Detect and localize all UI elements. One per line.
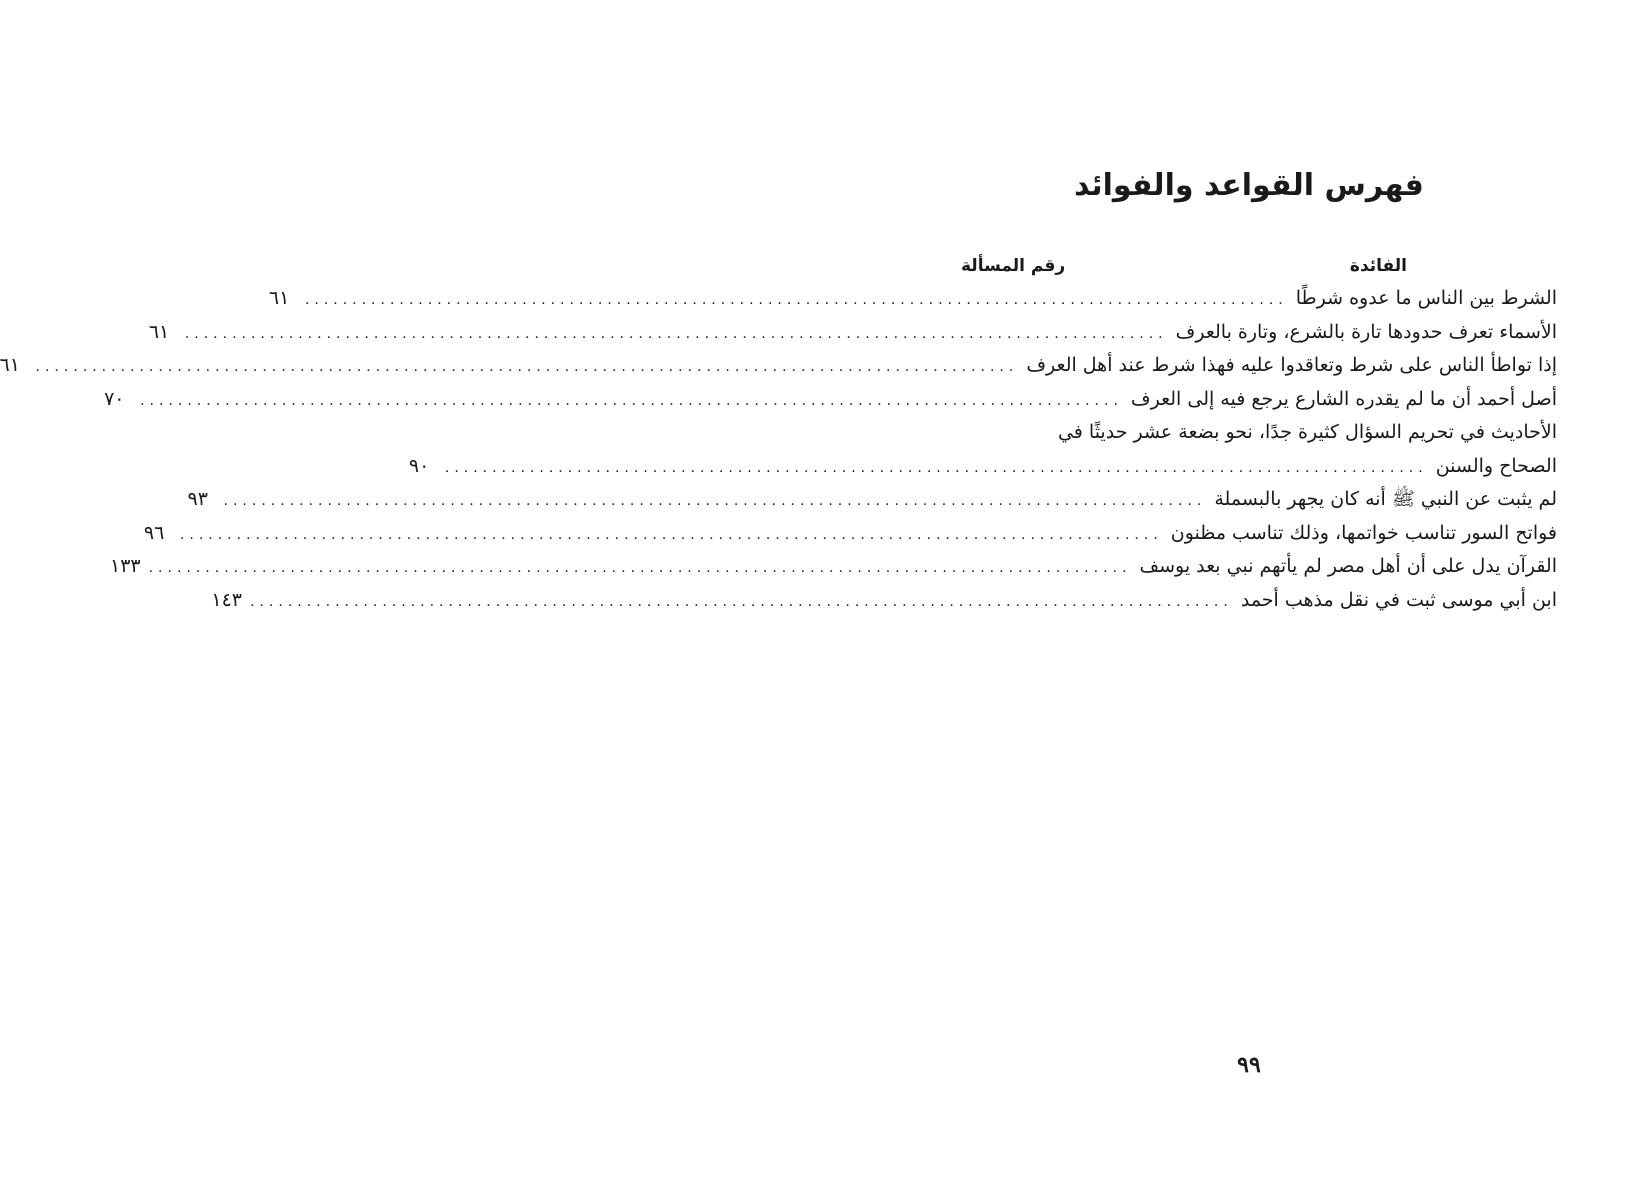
entry-number: ٩٠ bbox=[408, 454, 430, 477]
leader-dots: ........................................................................................................ bbox=[184, 325, 1168, 342]
header-issue-number: رقم المسألة bbox=[961, 256, 1066, 276]
page-number: ٩٩ bbox=[1237, 1052, 1261, 1078]
index-entry-3 bbox=[0, 349, 1557, 383]
entry-text: لم يثبت عن النبي ﷺ أنه كان يجهر بالبسملة bbox=[1214, 488, 1557, 510]
entry-number: ٦١ bbox=[268, 287, 290, 309]
index-table bbox=[0, 248, 1557, 617]
entry-text: الشرط بين الناس ما عدوه شرطًا bbox=[1295, 287, 1557, 309]
index-entry-8 bbox=[109, 550, 1557, 584]
leader-dots: ........................................................................................................ bbox=[140, 392, 1123, 409]
entry-text: فواتح السور تناسب خواتمها، وذلك تناسب مظنون bbox=[1170, 521, 1557, 544]
index-entry-9 bbox=[211, 584, 1557, 618]
entry-number: ٦١ bbox=[148, 320, 170, 343]
index-entry-6 bbox=[187, 483, 1557, 517]
header-benefit: الفائدة bbox=[1349, 256, 1407, 276]
index-entry-2 bbox=[148, 316, 1557, 350]
entry-number: ٩٣ bbox=[187, 488, 208, 510]
entry-text: ابن أبي موسى ثبت في نقل مذهب أحمد bbox=[1240, 588, 1557, 611]
entry-text: أصل أحمد أن ما لم يقدره الشارع يرجع فيه إلى العرف bbox=[1130, 387, 1557, 410]
entry-number: ٦١ bbox=[0, 354, 20, 376]
leader-dots: ........................................................................................................ bbox=[223, 493, 1207, 509]
index-entry-5-line-1: الأحاديث في تحريم السؤال كثيرة جدًا، نحو بضعة عشر حديثًا في bbox=[1057, 421, 1557, 443]
entry-text: الأسماء تعرف حدودها تارة بالشرع، وتارة بالعرف bbox=[1175, 320, 1557, 343]
page-title: فهرس القواعد والفوائد bbox=[1074, 168, 1424, 203]
leader-dots: ........................................................................................................ bbox=[444, 459, 1428, 476]
index-entry-5 bbox=[408, 450, 1557, 484]
index-entry-4 bbox=[104, 383, 1557, 417]
leader-dots: ........................................................................................................ bbox=[304, 292, 1288, 308]
index-entry-7 bbox=[143, 517, 1557, 551]
entry-number: ٧٠ bbox=[104, 387, 125, 410]
entry-text: إذا تواطأ الناس على شرط وتعاقدوا عليه فهذا شرط عند أهل العرف bbox=[1026, 354, 1557, 376]
entry-number: ١٤٣ bbox=[211, 588, 243, 611]
entry-text: الصحاح والسنن bbox=[1435, 454, 1557, 477]
leader-dots: ........................................................................................................ bbox=[35, 359, 1019, 375]
table-header bbox=[961, 248, 1557, 282]
entry-text: القرآن يدل على أن أهل مصر لم يأتهم نبي بعد يوسف bbox=[1139, 555, 1557, 577]
leader-dots: ........................................................................................................ bbox=[179, 526, 1163, 543]
leader-dots: ........................................................................................................ bbox=[148, 560, 1132, 576]
entry-number: ١٣٣ bbox=[109, 555, 141, 577]
leader-dots: ........................................................................................................ bbox=[250, 593, 1233, 610]
entry-number: ٩٦ bbox=[143, 521, 165, 544]
index-entry-1 bbox=[268, 282, 1557, 316]
